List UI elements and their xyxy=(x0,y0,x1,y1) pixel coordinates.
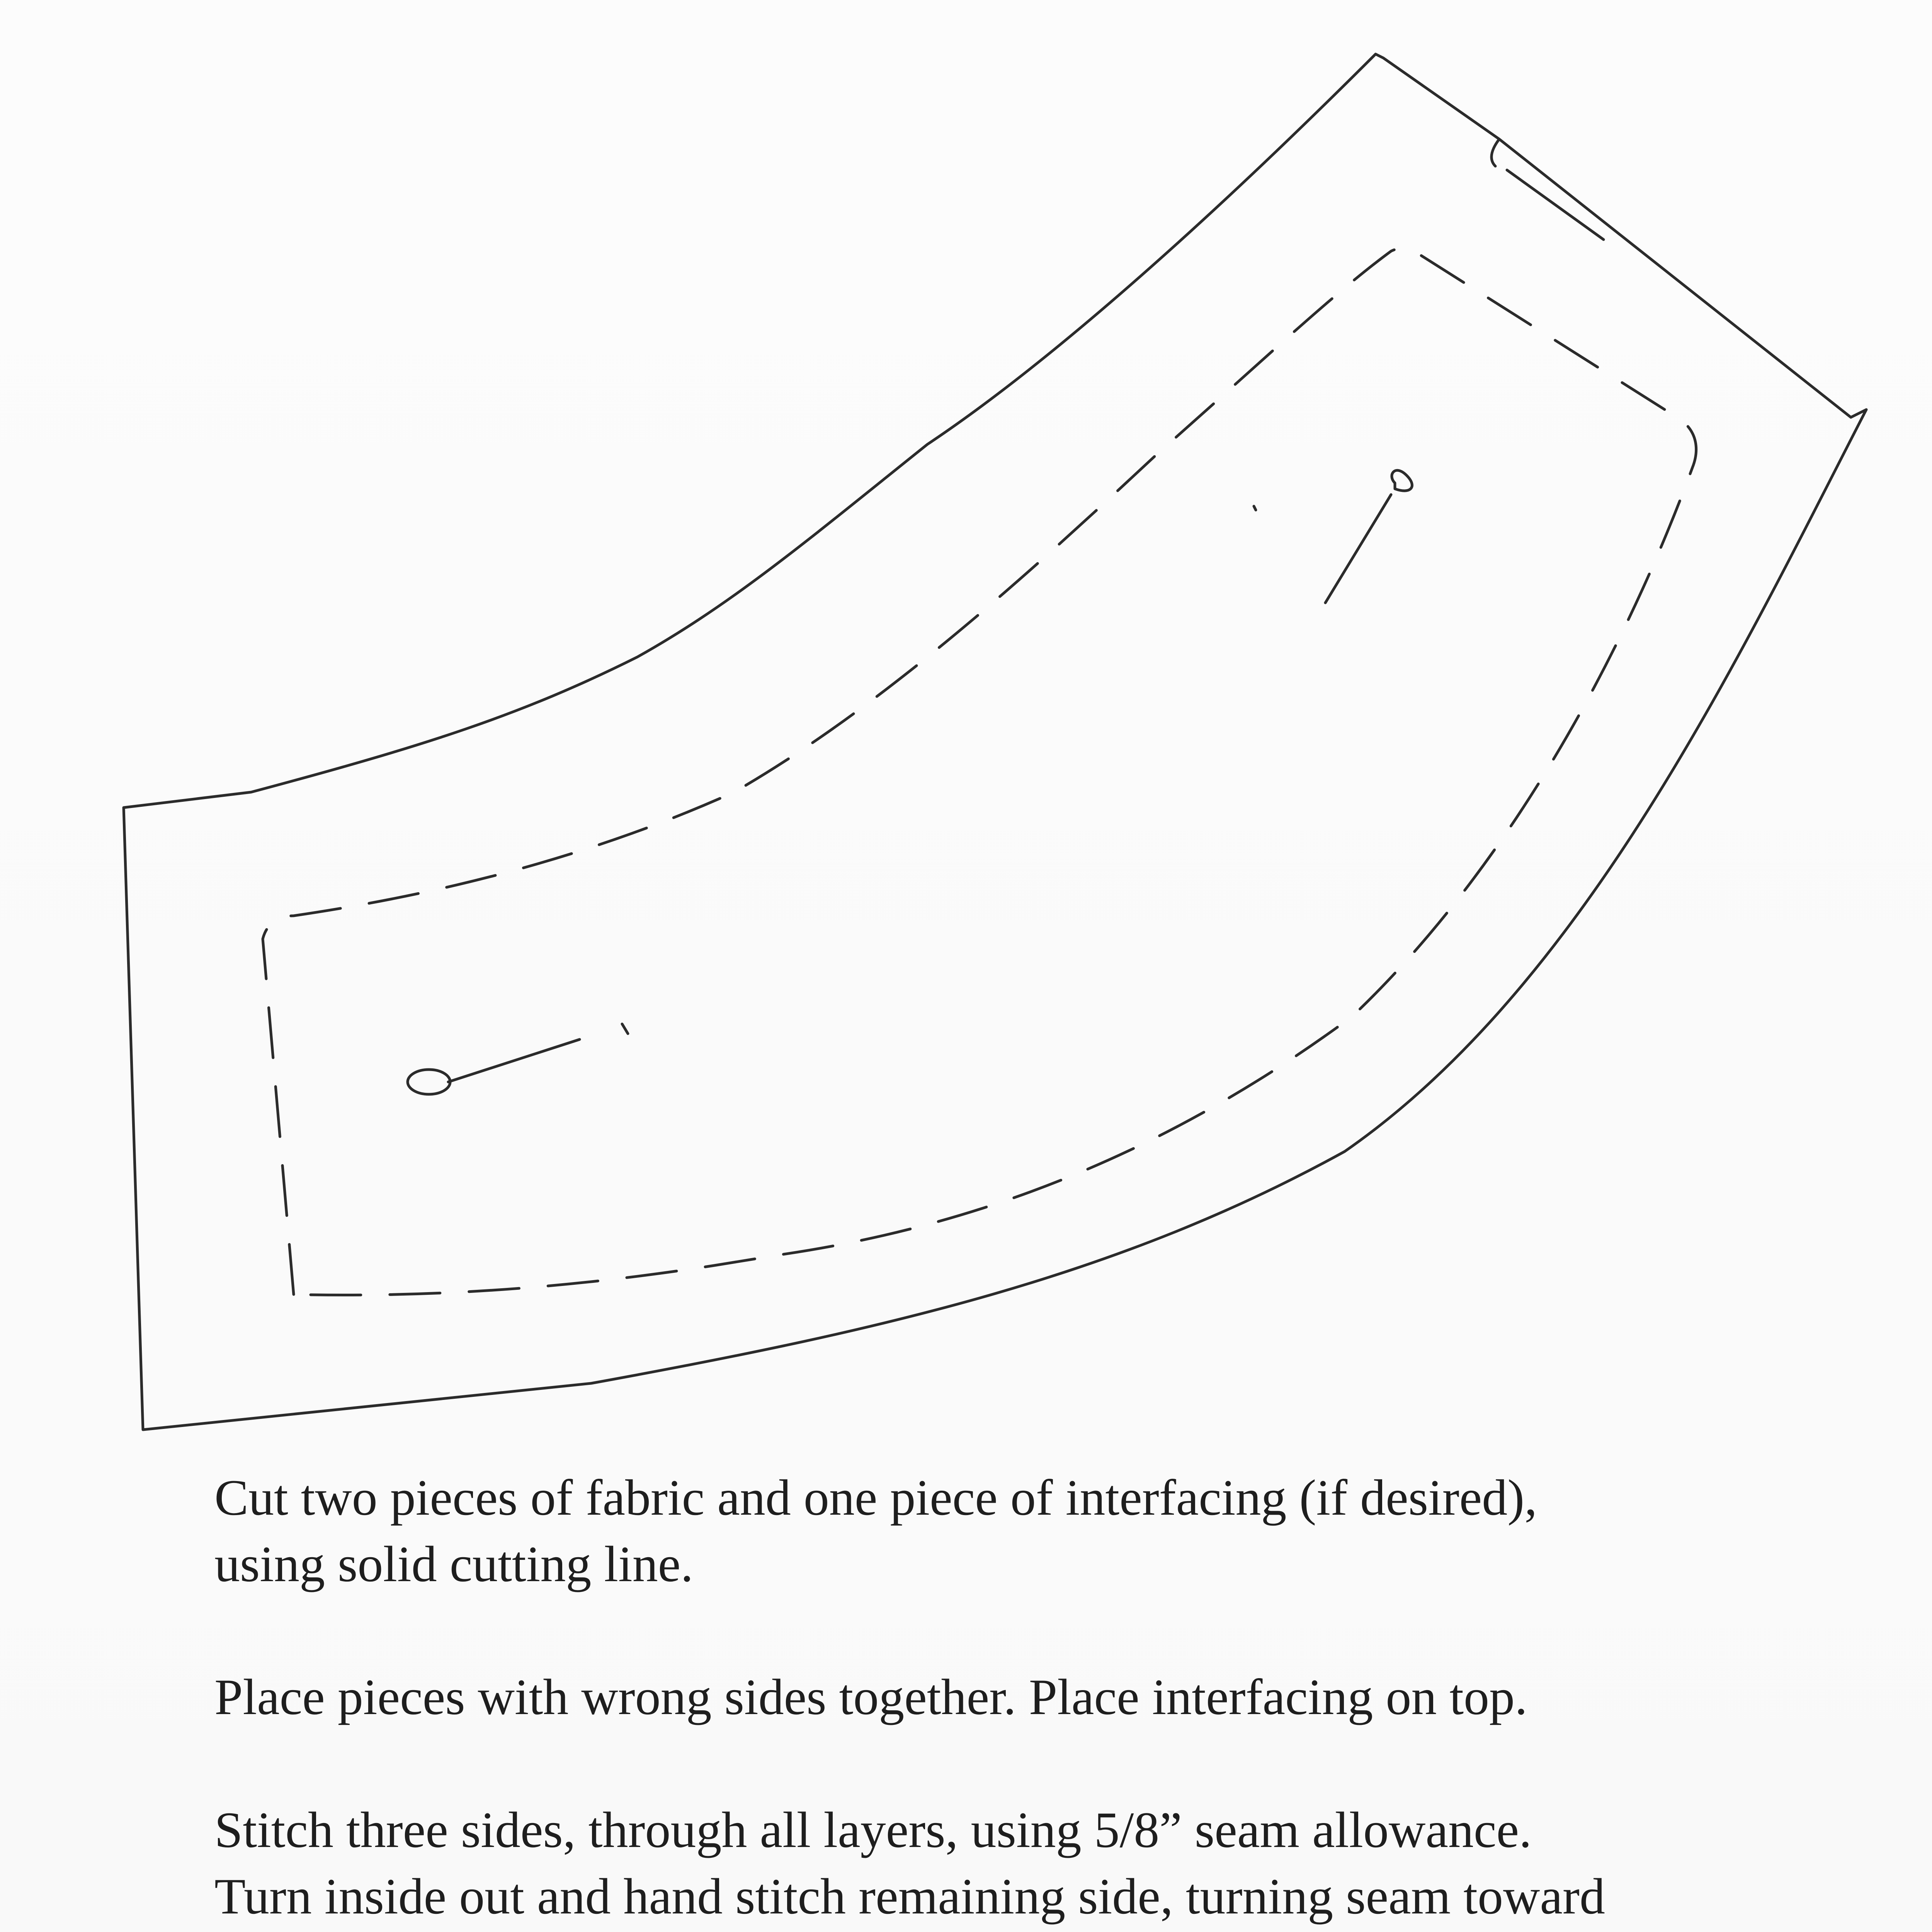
instruction-place: Place pieces with wrong sides together. Place interfacing on top. xyxy=(214,1668,1528,1725)
seam-line xyxy=(263,248,1696,1295)
instruction-stitch: Stitch three sides, through all layers, using 5/8” seam allowance. Turn inside out and hand stitch remaining side, turning seam toward xyxy=(214,1801,1605,1925)
cutting-line xyxy=(124,54,1866,1430)
corner-sketch xyxy=(1507,170,1604,240)
instruction-cut: Cut two pieces of fabric and one piece of interfacing (if desired), using solid cutting line. xyxy=(214,1469,1537,1592)
buttonhole-right xyxy=(1254,470,1412,603)
instructions-text xyxy=(214,1464,1837,1932)
buttonhole-left xyxy=(408,1024,628,1094)
